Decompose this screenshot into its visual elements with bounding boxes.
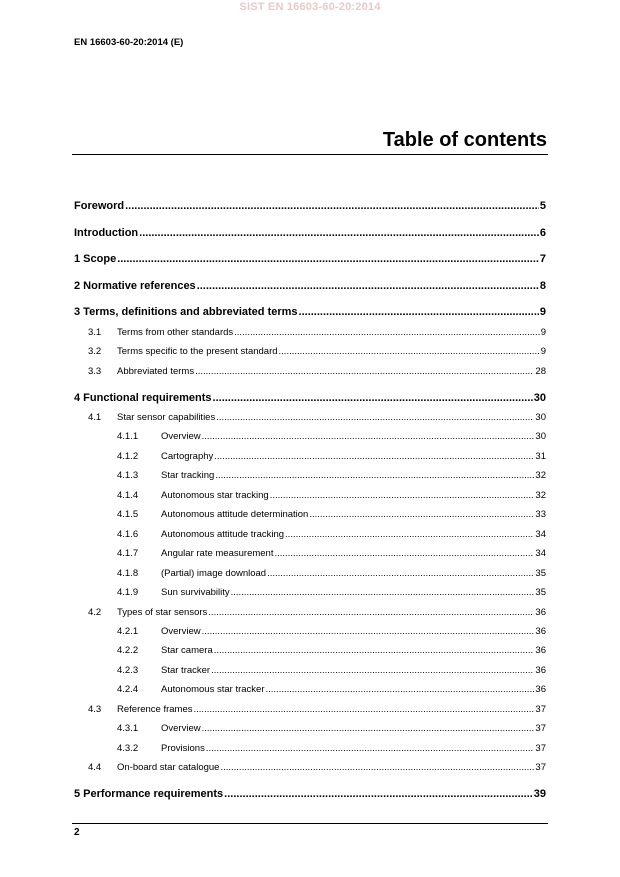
toc-entry-number: 4.2.4 [117, 684, 139, 695]
toc-entry-page: 30 [533, 392, 546, 404]
dot-leader [285, 528, 534, 542]
toc-entry-page: 6 [539, 227, 546, 239]
toc-entry-label: Autonomous star tracking [161, 490, 269, 501]
toc-entry-label: Terms from other standards [117, 327, 234, 338]
toc-entry-number: 4.2.3 [117, 665, 139, 676]
toc-entry-page: 28 [535, 366, 546, 377]
toc-entry-label: Angular rate measurement [161, 548, 274, 559]
dot-leader [213, 391, 533, 405]
dot-leader [125, 199, 539, 213]
toc-entry[interactable] [74, 606, 546, 620]
dot-leader [117, 252, 539, 266]
dot-leader [215, 469, 534, 483]
dot-leader [234, 326, 540, 340]
toc-entry-label: Star tracking [161, 470, 215, 481]
toc-entry-number: 4.1.1 [117, 431, 139, 442]
toc-entry[interactable] [74, 703, 546, 717]
toc-entry-label: Autonomous attitude determination [161, 509, 309, 520]
toc-entry[interactable] [74, 787, 546, 801]
toc-entry-page: 32 [535, 470, 546, 481]
toc-entry-label: Introduction [74, 227, 139, 239]
toc-entry[interactable] [74, 722, 546, 736]
dot-leader [211, 664, 534, 678]
toc-entry[interactable] [74, 226, 546, 240]
dot-leader [195, 365, 534, 379]
toc-entry-number: 3.2 [88, 346, 102, 357]
toc-entry[interactable] [74, 742, 546, 756]
toc-entry-number: 4.2.1 [117, 626, 139, 637]
toc-entry[interactable] [74, 469, 546, 483]
toc-entry[interactable] [74, 345, 546, 359]
dot-leader [208, 606, 534, 620]
dot-leader [224, 787, 533, 801]
toc-entry-label: Provisions [161, 743, 205, 754]
dot-leader [202, 722, 535, 736]
dot-leader [194, 703, 535, 717]
toc-entry-page: 30 [535, 431, 546, 442]
dot-leader [309, 508, 534, 522]
dot-leader [267, 567, 534, 581]
toc-entry-page: 37 [535, 723, 546, 734]
toc-entry-label: Star sensor capabilities [117, 412, 216, 423]
toc-entry-page: 34 [535, 548, 546, 559]
toc-entry-number: 4.1.4 [117, 490, 139, 501]
toc-entry-page: 7 [539, 253, 546, 265]
dot-leader [139, 226, 539, 240]
footer-divider [72, 823, 548, 824]
toc-entry-page: 9 [540, 327, 546, 338]
toc-entry[interactable] [74, 489, 546, 503]
toc-entry-page: 32 [535, 490, 546, 501]
toc-entry-number: 4.2.2 [117, 645, 139, 656]
document-id: EN 16603-60-20:2014 (E) [74, 37, 184, 48]
toc-entry-number: 4.1.2 [117, 451, 139, 462]
toc-entry-label: Overview [161, 431, 201, 442]
toc-entry-page: 37 [535, 743, 546, 754]
toc-entry-page: 31 [535, 451, 546, 462]
toc-entry-label: Foreword [74, 200, 125, 212]
toc-entry-page: 36 [535, 607, 546, 618]
toc-entry-page: 9 [540, 346, 546, 357]
toc-entry-number: 4.1.5 [117, 509, 139, 520]
toc-entry[interactable] [74, 279, 546, 293]
toc-entry[interactable] [74, 761, 546, 775]
toc-entry-number: 4.3 [88, 704, 102, 715]
dot-leader [214, 450, 534, 464]
toc-entry-page: 37 [535, 762, 546, 773]
toc-entry-page: 36 [535, 684, 546, 695]
toc-entry-number: 4.4 [88, 762, 102, 773]
watermark: SIST EN 16603-60-20:2014 [239, 1, 381, 13]
toc-entry-page: 8 [539, 280, 546, 292]
toc-entry-label: Reference frames [117, 704, 193, 715]
toc-entry-page: 30 [535, 412, 546, 423]
toc-entry-number: 4.3.1 [117, 723, 139, 734]
toc-entry-number: 4.1.6 [117, 529, 139, 540]
toc-entry-page: 33 [535, 509, 546, 520]
dot-leader [206, 742, 535, 756]
dot-leader [216, 411, 534, 425]
toc-entry-label: Overview [161, 626, 201, 637]
toc-entry-page: 36 [535, 626, 546, 637]
toc-entry[interactable] [74, 664, 546, 678]
toc-entry[interactable] [74, 567, 546, 581]
toc-entry-number: 3.3 [88, 366, 102, 377]
toc-entry-number: 3.1 [88, 327, 102, 338]
toc-entry-label: 2 Normative references [74, 280, 196, 292]
dot-leader [220, 761, 534, 775]
title-divider [72, 154, 548, 155]
toc-entry[interactable] [74, 508, 546, 522]
toc-entry[interactable] [74, 326, 546, 340]
dot-leader [214, 644, 535, 658]
toc-entry-page: 5 [539, 200, 546, 212]
toc-entry[interactable] [74, 547, 546, 561]
toc-entry[interactable] [74, 199, 546, 213]
toc-entry[interactable] [74, 586, 546, 600]
toc-entry-page: 34 [535, 529, 546, 540]
toc-entry-label: 5 Performance requirements [74, 788, 224, 800]
dot-leader [274, 547, 534, 561]
toc-entry[interactable] [74, 450, 546, 464]
toc-entry[interactable] [74, 411, 546, 425]
toc-entry-page: 39 [533, 788, 546, 800]
toc-entry-page: 37 [535, 704, 546, 715]
toc-entry-label: 3 Terms, definitions and abbreviated terms [74, 306, 298, 318]
toc-entry-label: (Partial) image download [161, 568, 267, 579]
toc-entry-label: Terms specific to the present standard [117, 346, 278, 357]
dot-leader [266, 683, 535, 697]
toc-entry-number: 4.3.2 [117, 743, 139, 754]
toc-entry[interactable] [74, 305, 546, 319]
toc-entry[interactable] [74, 528, 546, 542]
page-number: 2 [74, 827, 80, 838]
dot-leader [270, 489, 535, 503]
toc-entry-label: Overview [161, 723, 201, 734]
toc-entry-number: 4.2 [88, 607, 102, 618]
toc-entry[interactable] [74, 430, 546, 444]
toc-entry[interactable] [74, 365, 546, 379]
toc-entry-label: Autonomous star tracker [161, 684, 265, 695]
toc-entry[interactable] [74, 252, 546, 266]
toc-entry-label: 4 Functional requirements [74, 392, 212, 404]
dot-leader [202, 430, 535, 444]
toc-entry[interactable] [74, 683, 546, 697]
dot-leader [202, 625, 535, 639]
dot-leader [279, 345, 540, 359]
toc-entry-label: Abbreviated terms [117, 366, 195, 377]
dot-leader [231, 586, 535, 600]
toc-entry-label: Cartography [161, 451, 214, 462]
toc-entry[interactable] [74, 391, 546, 405]
toc-entry-number: 4.1.9 [117, 587, 139, 598]
toc-entry-page: 36 [535, 645, 546, 656]
toc-entry-page: 35 [535, 587, 546, 598]
dot-leader [197, 279, 539, 293]
page-title: Table of contents [382, 129, 547, 151]
toc-entry-number: 4.1 [88, 412, 102, 423]
toc-entry-label: 1 Scope [74, 253, 117, 265]
toc-entry-label: Sun survivability [161, 587, 230, 598]
toc-entry-label: Star camera [161, 645, 213, 656]
toc-entry-number: 4.1.7 [117, 548, 139, 559]
toc-entry-label: On-board star catalogue [117, 762, 220, 773]
toc-entry-label: Star tracker [161, 665, 211, 676]
toc-entry-number: 4.1.3 [117, 470, 139, 481]
toc-entry-label: Types of star sensors [117, 607, 208, 618]
toc-entry-page: 36 [535, 665, 546, 676]
toc-entry[interactable] [74, 625, 546, 639]
toc-entry-number: 4.1.8 [117, 568, 139, 579]
toc-entry-page: 35 [535, 568, 546, 579]
dot-leader [299, 305, 539, 319]
toc-entry[interactable] [74, 644, 546, 658]
toc-entry-page: 9 [539, 306, 546, 318]
toc-entry-label: Autonomous attitude tracking [161, 529, 285, 540]
